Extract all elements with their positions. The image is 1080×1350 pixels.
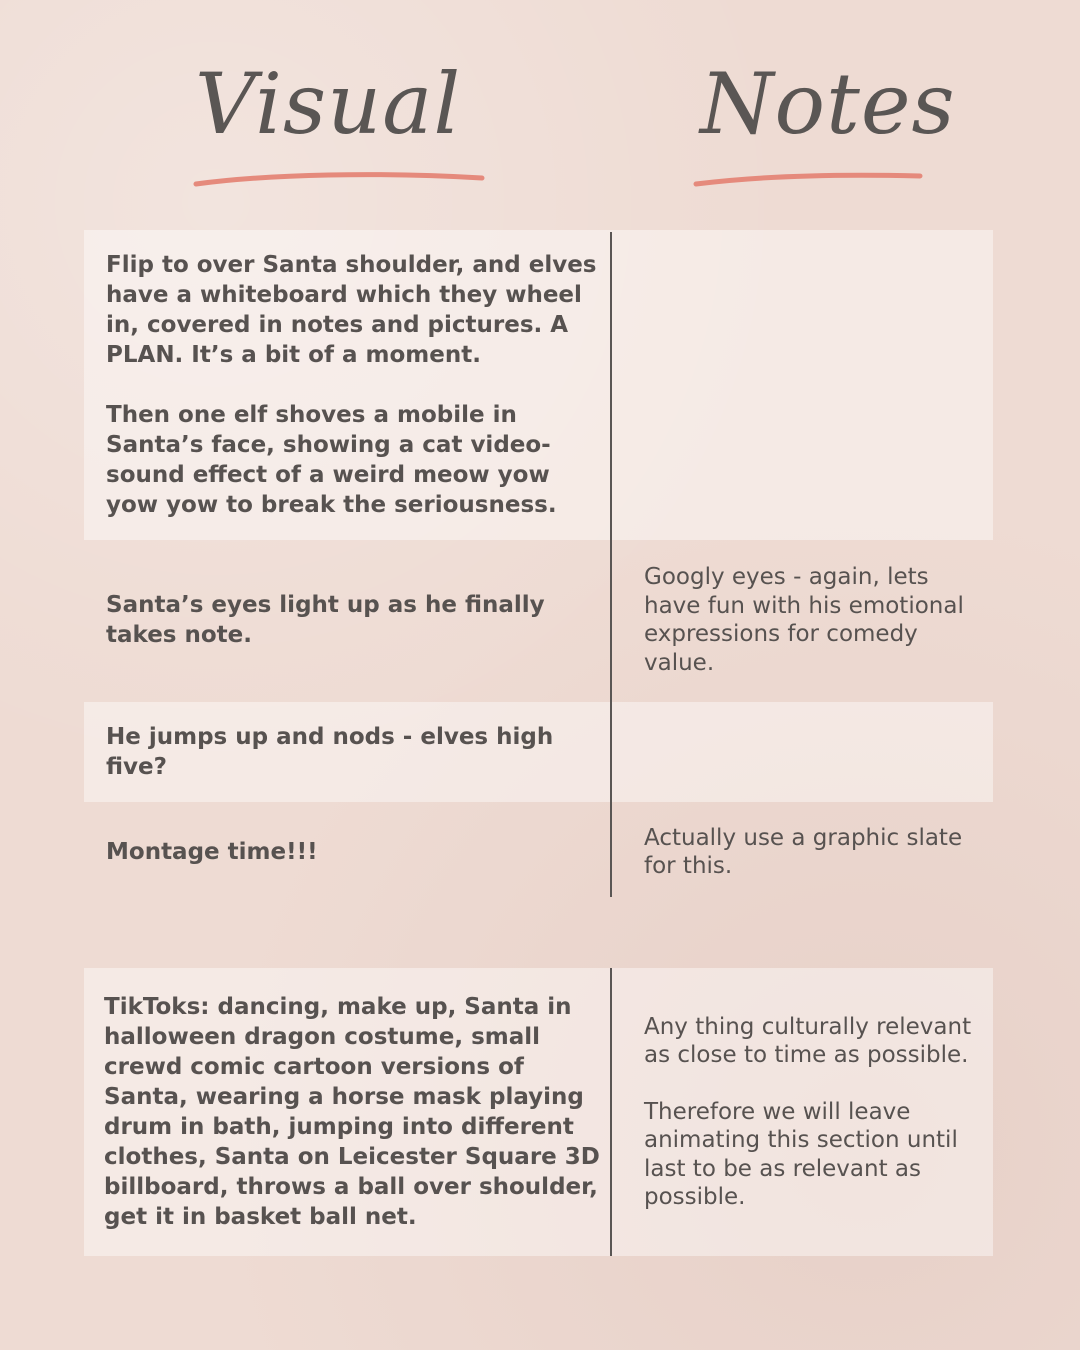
column-divider: [610, 968, 612, 1256]
table-row: [84, 702, 993, 802]
visual-cell: [84, 702, 610, 802]
visual-cell: [84, 230, 610, 540]
visual-column-heading: Visual: [195, 55, 462, 153]
notes-heading-underline: [690, 168, 930, 192]
notes-cell: [612, 806, 993, 898]
visual-text: Then one elf shoves a mobile in Santa’s face, showing a cat video- sound effect of a weird meow yow yow yow to break the seriousness.: [106, 402, 557, 518]
table-row: [84, 230, 993, 540]
column-divider: [610, 232, 612, 897]
notes-cell: [612, 540, 993, 700]
notes-cell: [612, 230, 993, 540]
notes-cell: [612, 702, 993, 802]
visual-text: Montage time!!!: [106, 839, 318, 865]
visual-cell: [84, 540, 610, 700]
visual-cell: [84, 968, 610, 1256]
table-row: [84, 540, 993, 700]
visual-text: Santa’s eyes light up as he finally takes note.: [106, 592, 545, 648]
notes-cell: [612, 968, 993, 1256]
note-text: Actually use a graphic slate for this.: [644, 824, 963, 879]
visual-cell: [84, 806, 610, 898]
visual-text: TikToks: dancing, make up, Santa in halloween dragon costume, small crewd comic cartoon versions of Santa, wearing a horse mask playing drum in bath, jumping into different clothes, Santa on Leicester Square 3D billboard, throws a ball over shoulder, get it in basket ball net.: [104, 994, 600, 1230]
note-text: Therefore we will leave animating this section until last to be as relevant as possible.: [644, 1098, 958, 1210]
visual-text: Flip to over Santa shoulder, and elves have a whiteboard which they wheel in, covered in notes and pictures. A PLAN. It’s a bit of a moment.: [106, 252, 597, 368]
visual-text: He jumps up and nods - elves high five?: [106, 724, 554, 780]
note-text: Any thing culturally relevant as close to time as possible.: [644, 1013, 972, 1068]
table-row: [84, 968, 993, 1256]
visual-heading-underline: [190, 168, 490, 192]
note-text: Googly eyes - again, lets have fun with his emotional expressions for comedy value.: [644, 564, 964, 676]
notes-column-heading: Notes: [700, 55, 956, 153]
table-row: [84, 806, 993, 898]
